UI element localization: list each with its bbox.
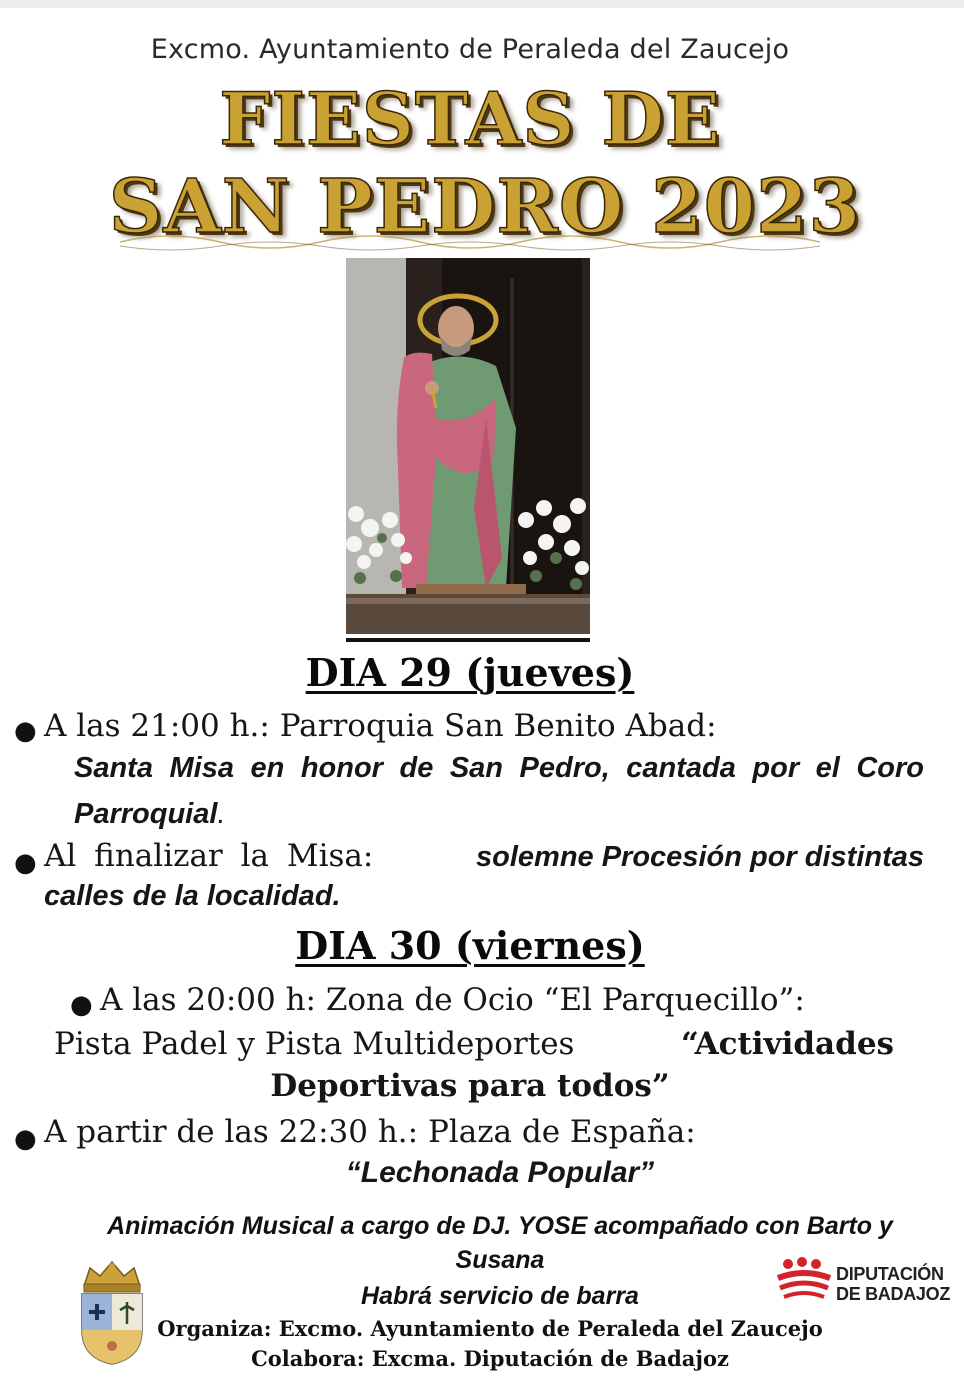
day29-item2-intro: Al finalizar la Misa: — [44, 838, 374, 874]
title-flourish-ornament — [110, 228, 830, 254]
title-line-2: SAN PEDRO 2023 — [108, 164, 862, 250]
day30-item2-detail: “Lechonada Popular” — [345, 1156, 655, 1189]
bar-service-text: Habrá servicio de barra — [361, 1282, 639, 1310]
top-border — [0, 0, 964, 8]
photo-underline — [346, 638, 590, 642]
day30-item1-bold-line2: Deportivas para todos” — [270, 1068, 670, 1104]
organizer-header: Excmo. Ayuntamiento de Peraleda del Zaucejo — [150, 34, 790, 65]
collaborator-credit: Colabora: Excma. Diputación de Badajoz — [251, 1346, 729, 1371]
music-line1: Animación Musical a cargo de DJ. YOSE acompañado con Barto y — [107, 1212, 893, 1240]
day29-item1-intro: A las 21:00 h.: Parroquia San Benito Abad: — [44, 708, 717, 744]
coat-of-arms-icon — [76, 1258, 148, 1366]
day29-item1-detail-line2: Parroquial — [74, 798, 218, 830]
bullet-icon: ● — [70, 990, 93, 1020]
bullet-icon: ● — [14, 716, 37, 746]
bullet-icon: ● — [14, 848, 37, 878]
day-30-heading: DIA 30 (viernes) — [295, 923, 645, 968]
saint-peter-photo — [346, 258, 590, 634]
diputacion-logo-line1: DIPUTACIÓN — [836, 1264, 944, 1284]
day30-item1-venues: Pista Padel y Pista Multideportes — [54, 1026, 575, 1062]
day30-item2-intro: A partir de las 22:30 h.: Plaza de España: — [44, 1114, 696, 1150]
day29-item2-line1 — [44, 838, 924, 874]
bullet-icon: ● — [14, 1124, 37, 1154]
day-29-heading: DIA 29 (jueves) — [305, 650, 635, 695]
saint-statue-illustration — [346, 258, 590, 634]
music-line2: Susana — [455, 1246, 545, 1274]
day29-item2-detail-line1: solemne Procesión por distintas — [476, 841, 924, 873]
day30-item1-bold-line1: “Actividades — [681, 1026, 894, 1062]
day30-item1-line2 — [54, 1026, 894, 1062]
day29-item2-detail-line2: calles de la localidad. — [44, 880, 341, 912]
day29-item1-detail-line2-wrap — [74, 796, 226, 831]
day30-item1-intro: A las 20:00 h: Zona de Ocio “El Parquecillo”: — [100, 982, 805, 1018]
diputacion-logo-line2: DE BADAJOZ — [836, 1284, 951, 1304]
title-line-1: FIESTAS DE — [219, 76, 721, 161]
day29-item1-detail-line1: Santa Misa en honor de San Pedro, cantada por el Coro — [74, 752, 924, 784]
organizer-credit: Organiza: Excmo. Ayuntamiento de Peraleda del Zaucejo — [157, 1316, 823, 1341]
day29-item1-detail-period: . — [217, 798, 226, 830]
